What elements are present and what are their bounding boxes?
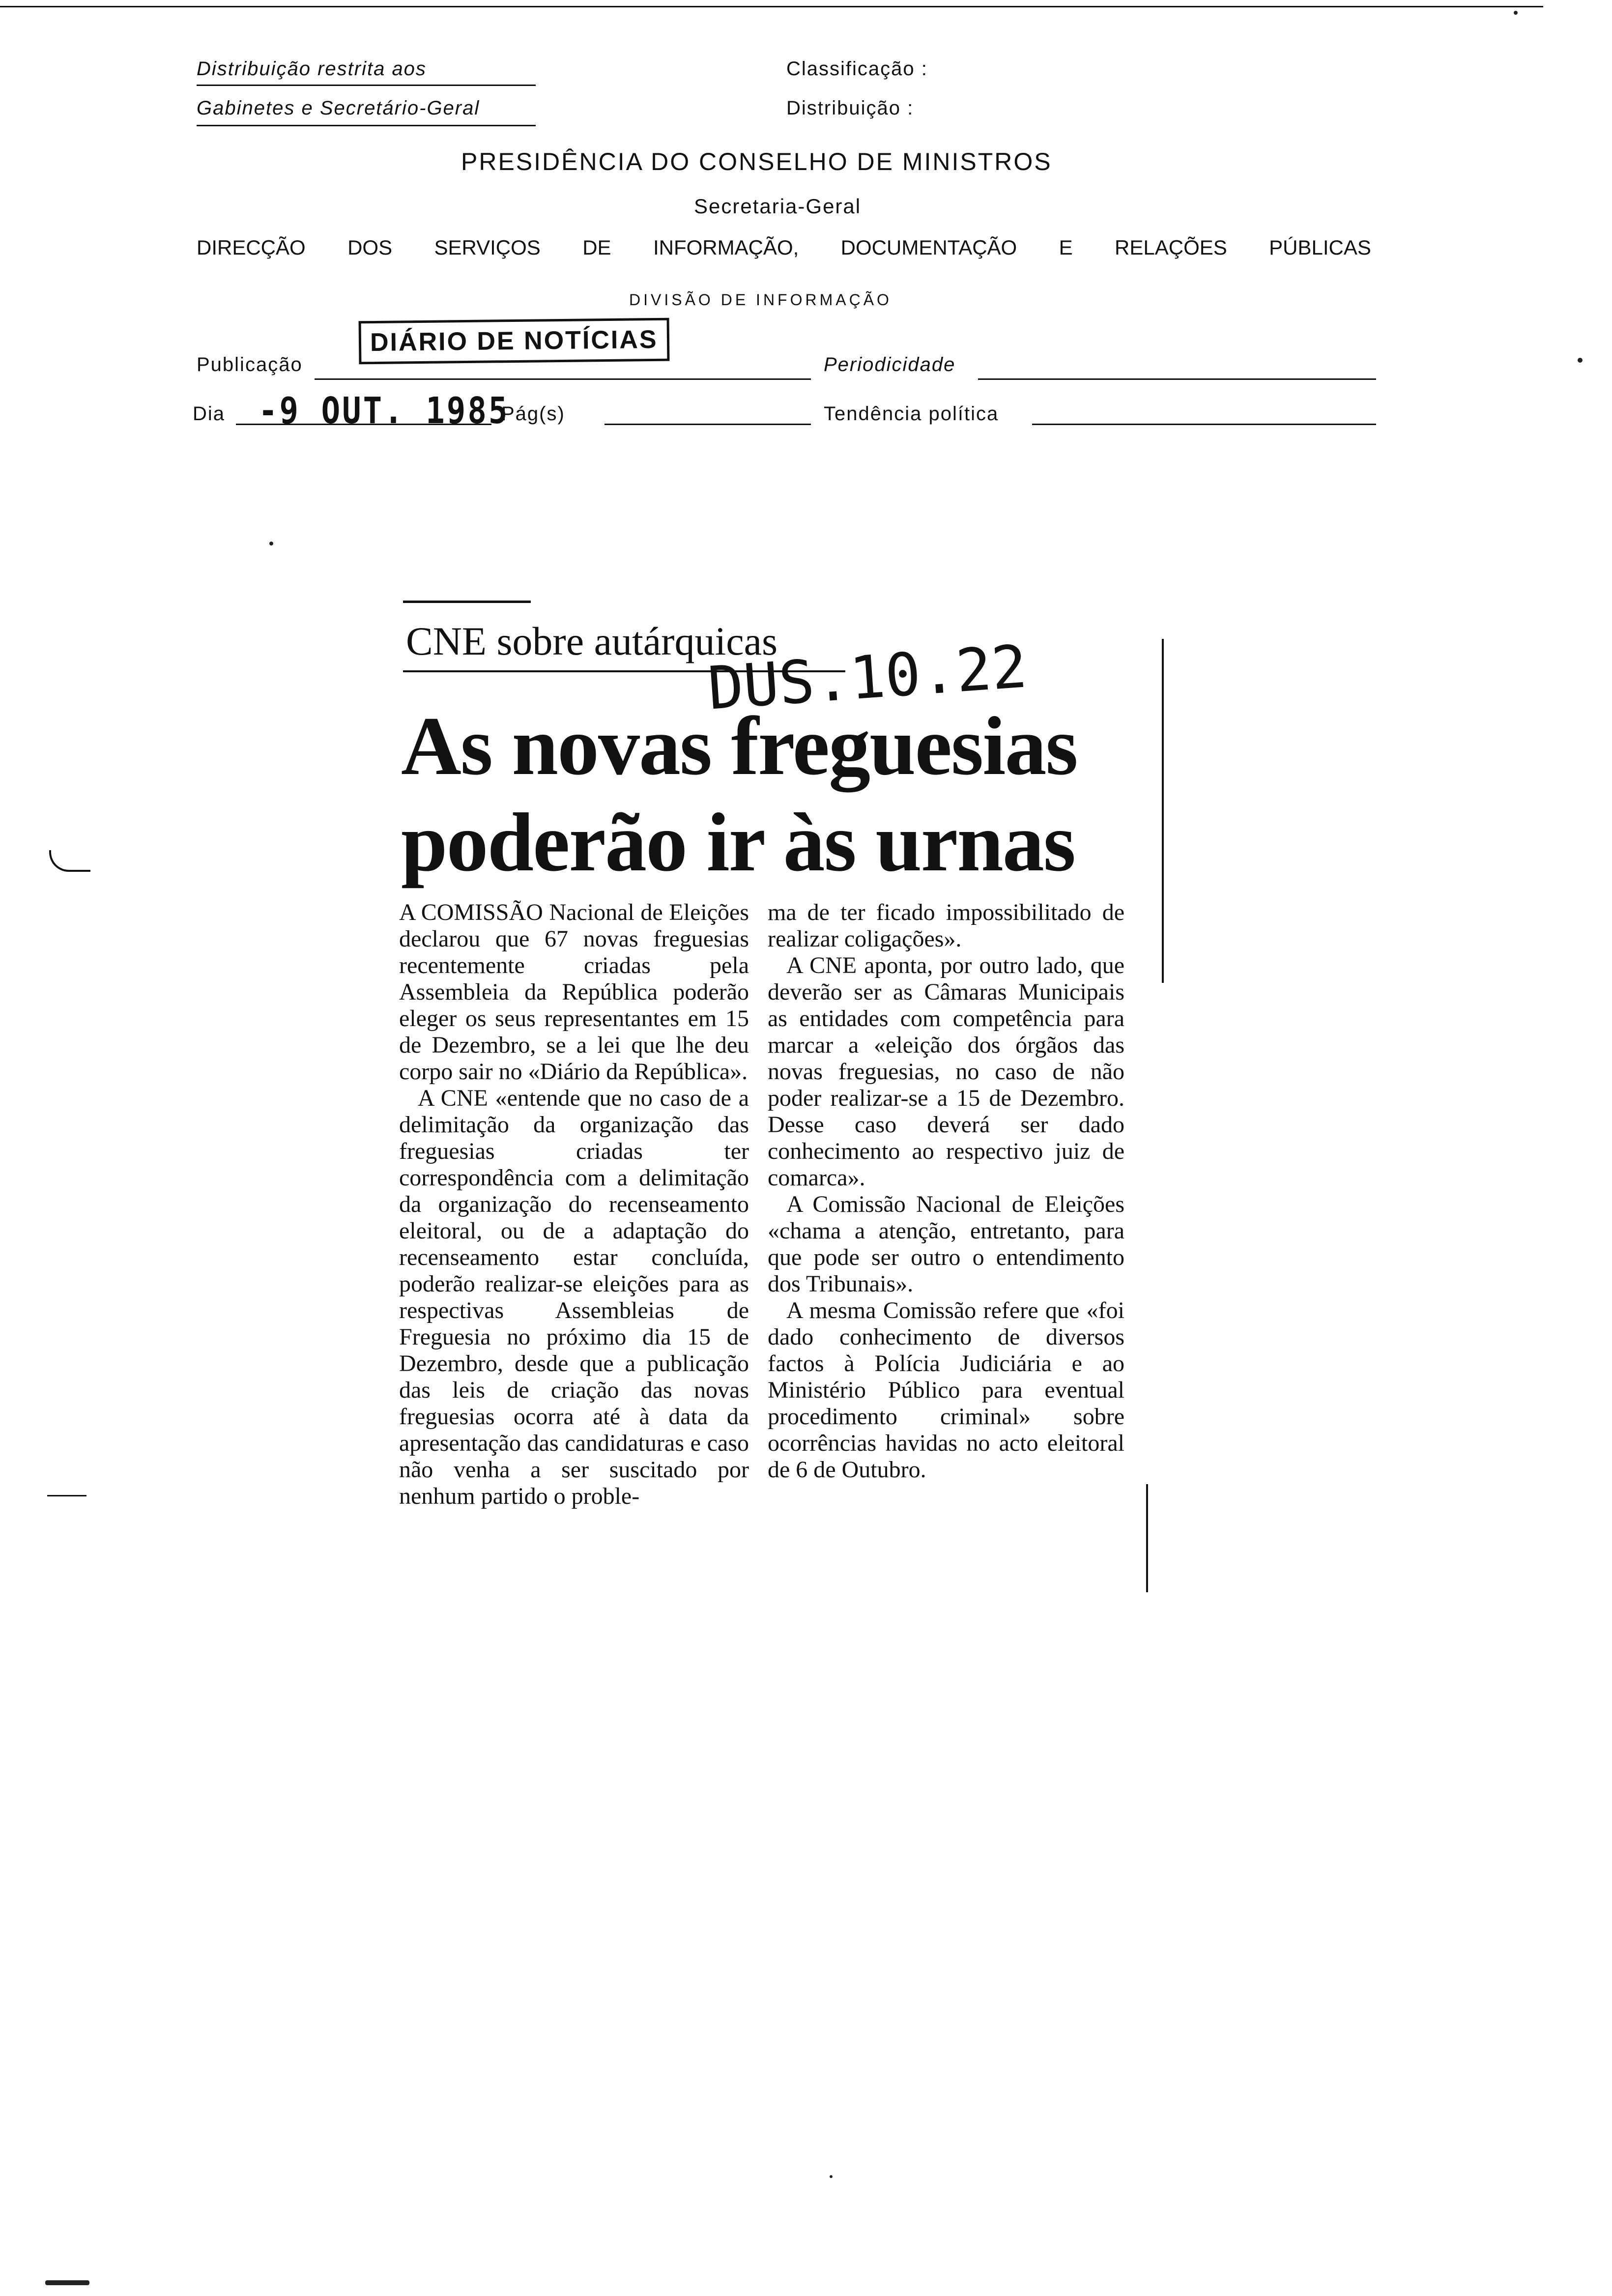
political-tendency-label: Tendência política: [824, 403, 999, 425]
services-word: DOS: [347, 236, 393, 259]
distribution-label: Distribuição :: [786, 97, 914, 119]
day-label: Dia: [193, 403, 226, 425]
services-word: SERVIÇOS: [434, 236, 541, 259]
publication-stamp: DIÁRIO DE NOTÍCIAS: [359, 318, 669, 365]
pages-underline: [604, 424, 811, 425]
division-label: DIVISÃO DE INFORMAÇÃO: [629, 291, 892, 309]
article-paragraph: A Comissão Nacional de Eleições «chama a atenção, entretanto, para que pode ser outro o entendimento dos Tribunais».: [768, 1191, 1124, 1297]
clipping-top-rule: [403, 601, 531, 603]
scan-speck: [830, 2175, 833, 2178]
kicker-text: CNE sobre autárquicas: [406, 619, 777, 663]
classification-label: Classificação :: [786, 58, 928, 80]
distribution-underline-1: [197, 85, 536, 86]
periodicity-label: Periodicidade: [824, 354, 956, 375]
article-paragraph: A CNE aponta, por outro lado, que deverão ser as Câmaras Municipais as entidades com competência para marcar a «eleição dos órgãos das novas freguesias, no caso de não poder realizar-se a 15 de Dezembro. Desse caso deverá ser dado conhecimento ao respectivo juiz de comarca».: [768, 952, 1124, 1191]
services-line: [197, 236, 1371, 259]
article-paragraph: A CNE «entende que no caso de a delimitação da organização das freguesias criadas ter correspondência com a delimitação da organização do recenseamento eleitoral, ou de a adaptação do recenseamento estar concluída, poderão realizar-se eleições para as respectivas Assembleias de Freguesia no próximo dia 15 de Dezembro, desde que a publicação das leis de criação das novas freguesias ocorra até à data da apresentação das candidaturas e caso não venha a ser suscitado por nenhum partido o proble-: [399, 1085, 749, 1509]
periodicity-underline: [978, 378, 1376, 380]
scan-speck: [45, 2280, 89, 2285]
handwritten-note: DUS.10.22: [705, 632, 1030, 723]
scan-speck: [1514, 11, 1518, 15]
pages-label: Pág(s): [501, 403, 565, 425]
services-word: DIRECÇÃO: [197, 236, 306, 259]
services-word: INFORMAÇÃO,: [653, 236, 799, 259]
services-word: E: [1059, 236, 1073, 259]
political-tendency-underline: [1032, 424, 1376, 425]
scan-mark-left-lower: [47, 1495, 86, 1496]
clipping-edge-right-top: [1162, 639, 1164, 983]
article-paragraph: A mesma Comissão refere que «foi dado conhecimento de diversos factos à Polícia Judiciária e ao Ministério Público para eventual procedimento criminal» sobre ocorrências havidas no acto eleitoral de 6 de Outubro.: [768, 1297, 1124, 1483]
scan-mark-left-upper: [49, 850, 90, 872]
services-word: PÚBLICAS: [1269, 236, 1371, 259]
distribution-restricted-line2: Gabinetes e Secretário-Geral: [197, 97, 480, 119]
article-paragraph: A COMISSÃO Nacional de Eleições declarou que 67 novas freguesias recentemente criadas pela Assembleia da República poderão eleger os seus representantes em 15 de Dezembro, se a lei que lhe deu corpo sair no «Diário da República».: [399, 899, 749, 1085]
clipping-edge-right-bottom: [1146, 1484, 1148, 1592]
scan-speck: [1578, 358, 1583, 363]
headline-line2: poderão ir às urnas: [401, 796, 1075, 889]
publication-underline: [315, 378, 811, 380]
services-word: DE: [582, 236, 611, 259]
publication-label: Publicação: [197, 354, 303, 375]
article-column-1: [399, 899, 749, 1510]
headline-line1: As novas freguesias: [401, 700, 1077, 792]
distribution-restricted-line1: Distribuição restrita aos: [197, 58, 427, 80]
presidency-title: PRESIDÊNCIA DO CONSELHO DE MINISTROS: [461, 148, 1052, 175]
article-paragraph: ma de ter ficado impossibilitado de realizar coligações».: [768, 899, 1124, 952]
secretariat-subtitle: Secretaria-Geral: [694, 195, 862, 218]
distribution-underline-2: [197, 125, 536, 126]
services-word: DOCUMENTAÇÃO: [840, 236, 1017, 259]
services-word: RELAÇÕES: [1115, 236, 1227, 259]
scan-speck: [269, 542, 273, 545]
date-stamp: -9 OUT. 1985: [259, 390, 510, 432]
article-column-2: [768, 899, 1124, 1483]
top-border-rule: [0, 6, 1543, 7]
